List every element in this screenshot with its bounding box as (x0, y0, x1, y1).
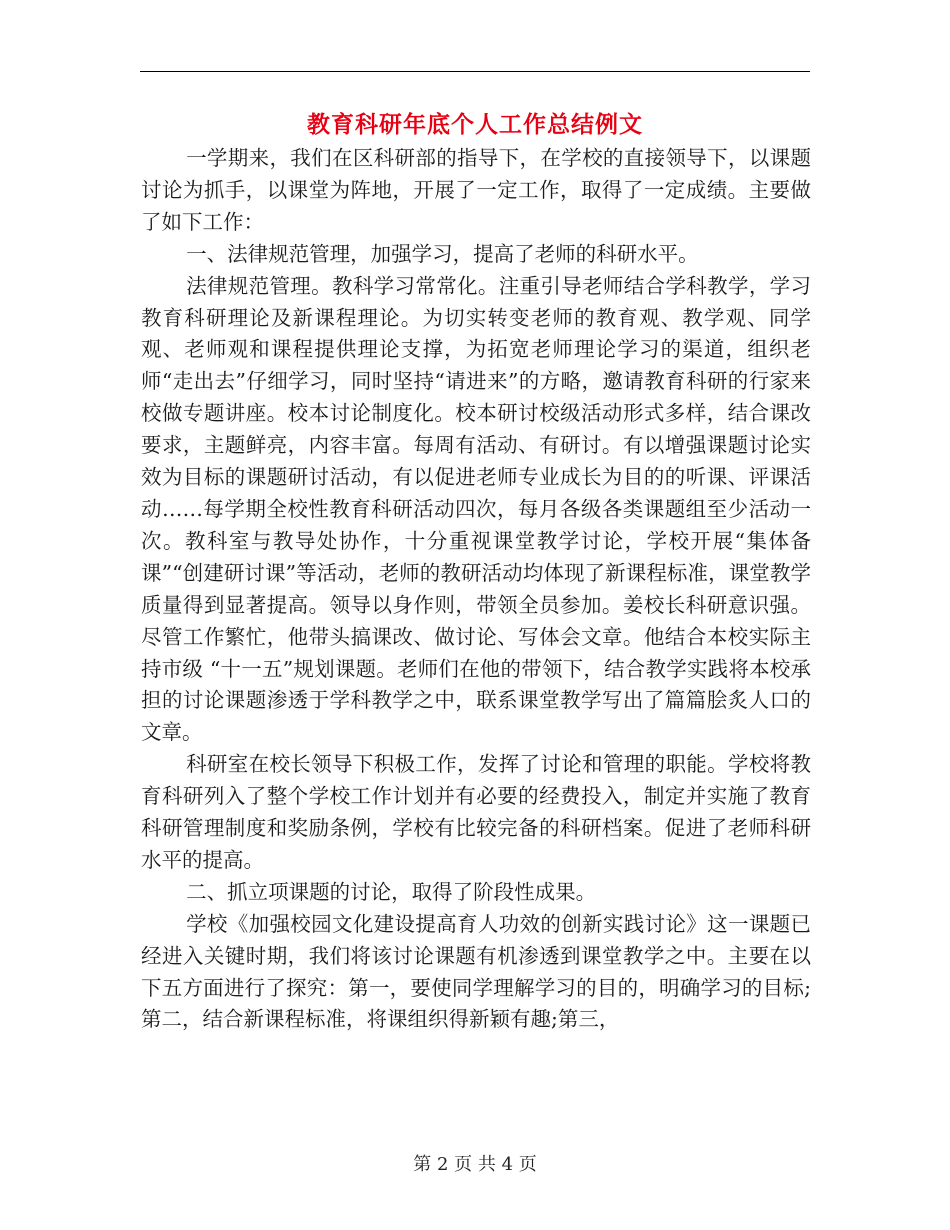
page-number-footer: 第 2 页 共 4 页 (413, 1154, 537, 1175)
paragraph-management: 法律规范管理。教科学习常常化。注重引导老师结合学科教学，学习教育科研理论及新课程理论。为切实转变老师的教育观、教学观、同学观、老师观和课程提供理论支撑，为拓宽老师理论学习的渠道，组织老师“走出去”仔细学习，同时坚持“请进来”的方略，邀请教育科研的行家来校做专题讲座。校本讨论制度化。校本研讨校级活动形式多样，结合课改要求，主题鲜亮，内容丰富。每周有活动、有研讨。有以增强课题讨论实效为目标的课题研讨活动，有以促进老师专业成长为目的的听课、评课活动……每学期全校性教育科研活动四次，每月各级各类课题组至少活动一次。教科室与教导处协作，十分重视课堂教学讨论，学校开展“集体备课”“创建研讨课”等活动，老师的教研活动均体现了新课程标准，课堂教学质量得到显著提高。领导以身作则，带领全员参加。姜校长科研意识强。尽管工作繁忙，他带头搞课改、做讨论、写体会文章。他结合本校实际主持市级 “十一五”规划课题。老师们在他的带领下，结合教学实践将本校承担的讨论课题渗透于学科教学之中，联系课堂教学写出了篇篇脍炙人口的文章。 (141, 273, 811, 745)
section-heading-2: 二、抓立项课题的讨论，取得了阶段性成果。 (186, 879, 597, 904)
section-heading-1: 一、法律规范管理，加强学习，提高了老师的科研水平。 (186, 241, 699, 266)
paragraph-project: 学校《加强校园文化建设提高育人功效的创新实践讨论》这一课题已经进入关键时期，我们将该讨论课题有机渗透到课堂教学之中。主要在以下五方面进行了探究：第一，要使同学理解学习的目的，明确学习的目标;第二，结合新课程标准，将课组织得新颖有趣;第三， (141, 911, 811, 1032)
document-body (141, 143, 811, 1036)
paragraph-intro: 一学期来，我们在区科研部的指导下，在学校的直接领导下，以课题讨论为抓手，以课堂为阵地，开展了一定工作，取得了一定成绩。主要做了如下工作： (141, 146, 811, 234)
paragraph-research-office: 科研室在校长领导下积极工作，发挥了讨论和管理的职能。学校将教育科研列入了整个学校工作计划并有必要的经费投入，制定并实施了教育科研管理制度和奖励条例，学校有比较完备的科研档案。促进了老师科研水平的提高。 (141, 752, 811, 872)
document-title: 教育科研年底个人工作总结例文 (307, 112, 643, 138)
header-rule (140, 71, 810, 72)
